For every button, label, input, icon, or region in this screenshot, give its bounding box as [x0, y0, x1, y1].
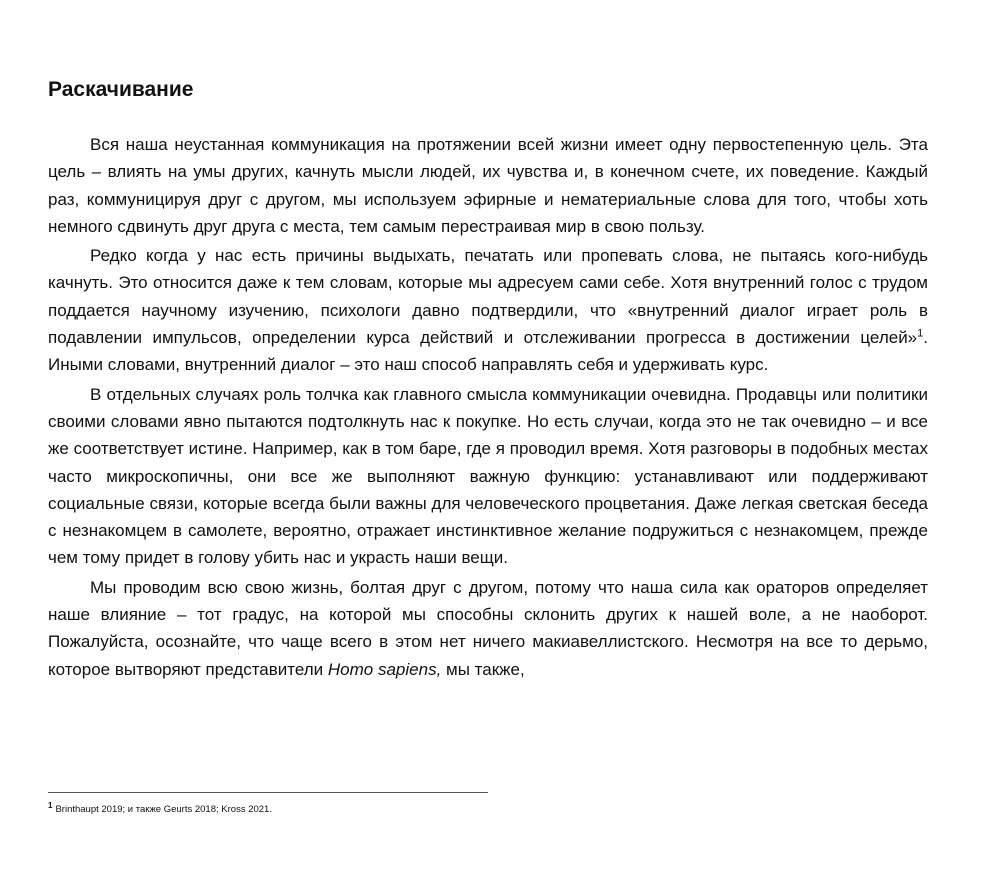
footnote-reference[interactable]: 1 — [917, 327, 924, 340]
footnote-number: 1 — [48, 800, 53, 810]
footnote-divider — [48, 792, 488, 793]
paragraph-4-text-end: мы также, — [441, 659, 525, 679]
footnote — [48, 800, 272, 817]
species-name-italic: Homo sapiens, — [327, 659, 442, 679]
footnote-text: Brinthaupt 2019; и также Geurts 2018; Kross 2021. — [55, 804, 272, 815]
body-text — [48, 131, 928, 683]
paragraph-3: В отдельных случаях роль толчка как главного смысла коммуникации очевидна. Продавцы или политики своими словами явно пытаются подтолкнуть нас к покупке. Но есть случаи, когда это не так очевидно – и все же соответствует истине. Например, как в том баре, где я проводил время. Хотя разговоры в подобных местах часто микроскопичны, они все же выполняют важную функцию: устанавливают или поддерживают социальные связи, которые всегда были важны для человеческого процветания. Даже легкая светская беседа с незнакомцем в самолете, вероятно, отражает инстинктивное желание подружиться с незнакомцем, прежде чем тому придет в голову убить нас и украсть наши вещи. — [48, 384, 928, 568]
paragraph-2-text-end: . Иными словами, внутренний диалог – это наш способ направлять себя и удерживать курс. — [48, 328, 928, 375]
paragraph-2-text-start: Редко когда у нас есть причины выдыхать, печатать или пропевать слова, не пытаясь кого-нибудь качнуть. Это относится даже к тем словам, которые мы адресуем сами себе. Хотя внутренний голос с трудом поддается научному изучению, психологи давно подтвердили, что «внутренний диалог играет роль в подавлении импульсов, определении курса действий и отслеживании прогресса в достижении целей» — [48, 246, 928, 348]
paragraph-4 — [48, 574, 928, 683]
paragraph-1: Вся наша неустанная коммуникация на протяжении всей жизни имеет одну первостепенную цель. Эта цель – влиять на умы других, качнуть мысли людей, их чувства и, в конечном счете, их поведение. Каждый раз, коммуницируя друг с другом, мы используем эфирные и нематериальные слова для того, чтобы хоть немного сдвинуть друг друга с места, тем самым перестраивая мир в свою пользу. — [48, 135, 928, 236]
paragraph-2 — [48, 242, 928, 378]
section-heading: Раскачивание — [48, 78, 194, 101]
paragraph-4-text-start: Мы проводим всю свою жизнь, болтая друг с другом, потому что наша сила как ораторов определяет наше влияние – тот градус, на которой мы способны склонить других к нашей воле, а не наоборот. Пожалуйста, осознайте, что чаще всего в этом нет ничего макиавеллистского. Несмотря на все то дерьмо, которое вытворяют представители — [48, 577, 928, 679]
